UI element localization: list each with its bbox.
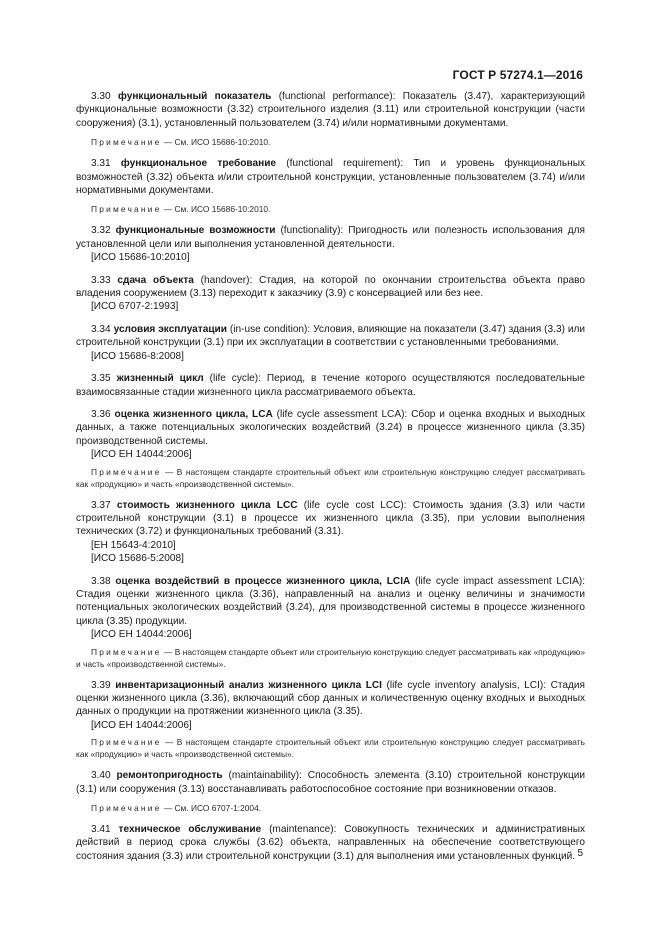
term-definition — [76, 372, 585, 399]
term-text: (in-use condition): Условия, влияющие на показатели (3.47) здания (3.3) или строительной конструкции (3.1) при их эксплуатации в соответствии с установленными требованиями. — [76, 323, 586, 349]
note-label: Примечание — [91, 466, 162, 477]
term-name: функциональный показатель — [118, 91, 272, 102]
term-entry — [76, 408, 585, 490]
note-text: — См. ИСО 15686-10:2010. — [161, 204, 271, 215]
term-number: 3.39 — [91, 679, 111, 691]
term-number: 3.41 — [91, 824, 111, 836]
term-name: функциональное требование — [120, 158, 277, 170]
term-text: (life cycle): Период, в течение которого осуществляются последовательные взаимосвязанные стадии жизненного цикла рассматриваемого объекта. — [76, 373, 585, 398]
term-definition — [76, 323, 585, 350]
term-number: 3.33 — [91, 274, 111, 286]
term-name: оценка жизненного цикла, LCA — [114, 408, 273, 420]
term-number: 3.30 — [91, 91, 111, 102]
term-definition — [76, 224, 585, 251]
term-name: инвентаризационный анализ жизненного цикла LCI — [115, 679, 382, 691]
term-reference: [ИСО 6707-2:1993] — [91, 301, 179, 313]
term-entry — [76, 224, 585, 264]
note-text: — В настоящем стандарте строительный объект или строительную конструкцию следует рассматривать как «продукцию» и часть «производственной системы». — [76, 737, 585, 760]
term-reference: [ЕН 15643-4:2010] — [91, 539, 176, 551]
term-reference: [ИСО ЕН 14044:2006] — [91, 719, 192, 731]
note-text: — В настоящем стандарте объект или строительную конструкцию следует рассматривать как «продукцию» и часть «производственной системы». — [76, 646, 585, 669]
term-name: стоимость жизненного цикла LCC — [116, 499, 298, 511]
term-number: 3.37 — [91, 499, 111, 511]
term-reference: [ИСО 15686-5:2008] — [91, 553, 184, 565]
term-entry — [76, 372, 585, 399]
note-label: Примечание — [91, 204, 162, 215]
term-number: 3.38 — [91, 575, 111, 587]
terms-list — [76, 90, 585, 872]
term-definition — [76, 157, 585, 197]
note-text: — См. ИСО 6707-1:2004. — [161, 803, 262, 814]
term-name: жизненный цикл — [116, 373, 204, 385]
term-entry — [76, 823, 585, 863]
term-reference: [ИСО ЕН 14044:2006] — [91, 449, 192, 461]
term-definition — [76, 408, 585, 448]
term-reference: [ИСО 15686-8:2008] — [91, 350, 184, 362]
term-name: оценка воздействий в процессе жизненного цикла, LCIA — [115, 575, 411, 587]
term-definition — [76, 90, 585, 130]
term-name: сдача объекта — [117, 274, 194, 286]
term-number: 3.36 — [91, 408, 111, 420]
term-text: (life cycle cost LCC): Стоимость здания (3.3) или части строительной конструкции (3.1) в процессе их жизненного цикла (3.35), при условии выполнения технических (3.72) и функциональных требований (3.31). — [76, 499, 585, 538]
term-note — [76, 646, 585, 670]
term-number: 3.31 — [91, 158, 111, 170]
term-note — [76, 466, 585, 490]
term-number: 3.34 — [91, 323, 111, 335]
term-text: (functional requirement): Тип и уровень функциональных возможностей (3.32) объекта и/или строительной конструкции, установленные пользователем (3.74) и/или нормативными документами. — [76, 158, 586, 197]
term-definition — [76, 769, 585, 796]
term-entry — [76, 274, 585, 314]
term-number: 3.35 — [91, 373, 111, 385]
term-note — [76, 203, 585, 215]
term-text: (maintainability): Способность элемента (3.10) строительной конструкции (3.1) или сооружения (3.13) восстанавливать работоспособное состояние при возникновении отказов. — [76, 770, 585, 795]
term-number: 3.32 — [91, 225, 111, 237]
page-number: 5 — [577, 848, 583, 859]
term-entry — [76, 157, 585, 215]
term-entry — [76, 769, 585, 814]
note-label: Примечание — [91, 646, 162, 657]
note-text: — См. ИСО 15686-10:2010. — [161, 137, 271, 148]
term-text: (maintenance): Совокупность технических и административных действий в период срока службы (3.62) объекта, направленных на обеспечение соответствующего состояния здания (3.3) или строительной конструкции (3.1) для выполнения ими установленных функций. — [76, 824, 586, 862]
term-text: (life cycle assessment LCA): Сбор и оценка входных и выходных данных, а также потенциальных экологических воздействий (3.24) в процессе жизненного цикла (3.35) производственной системы. — [76, 408, 585, 447]
term-note — [76, 136, 585, 148]
term-name: условия эксплуатации — [113, 323, 227, 335]
term-entry — [76, 323, 585, 363]
term-name: ремонтопригодность — [116, 770, 223, 782]
term-name: техническое обслуживание — [118, 824, 262, 836]
standard-header: ГОСТ Р 57274.1—2016 — [452, 68, 583, 82]
note-text: — В настоящем стандарте строительный объект или строительную конструкцию следует рассматривать как «продукцию» и часть «производственной системы». — [76, 466, 585, 489]
term-text: (functionality): Пригодность или полезность использования для установленной цели или выполнения установленной деятельности. — [76, 225, 585, 250]
term-entry — [76, 679, 585, 761]
term-text: (life cycle impact assessment LCIA): Стадия оценки жизненного цикла (3.36), направленный на анализ и оценку величины и значимости потенциальных экологических воздействий (3.24), для производственной системы в процессе жизненного цикла (3.35) продукции. — [76, 575, 585, 627]
note-label: Примечание — [91, 137, 162, 148]
term-entry — [76, 575, 585, 670]
term-reference: [ИСО 15686-10:2010] — [91, 252, 190, 264]
term-text: (functional performance): Показатель (3.47), характеризующий функциональные возможности (3.32) строительного изделия (3.11) или строительной конструкции (части сооружения) (3.1), установленный пользователем (3.74) и/или нормативными документами. — [76, 91, 585, 129]
term-entry — [76, 499, 585, 566]
term-reference: [ИСО ЕН 14044:2006] — [91, 629, 192, 641]
note-label: Примечание — [91, 803, 162, 814]
term-name: функциональные возможности — [115, 225, 276, 237]
term-text: (handover): Стадия, на которой по окончании строительства объекта право владения сооружением (3.13) переходит к заказчику (3.9) с консервацией или без нее. — [76, 274, 585, 300]
term-note — [76, 802, 585, 814]
term-definition — [76, 575, 585, 629]
note-label: Примечание — [91, 737, 162, 748]
term-entry — [76, 90, 585, 148]
term-text: (life cycle inventory analysis, LCI): Стадия оценки жизненного цикла (3.36), включающий сбор данных и количественную оценку входных и выходных данных о продукции на протяжении жизненного цикла (3.35). — [76, 679, 585, 718]
term-note — [76, 736, 585, 760]
term-definition — [76, 823, 585, 863]
term-number: 3.40 — [91, 770, 111, 782]
term-definition — [76, 679, 585, 719]
term-definition — [76, 274, 585, 301]
term-definition — [76, 499, 585, 539]
